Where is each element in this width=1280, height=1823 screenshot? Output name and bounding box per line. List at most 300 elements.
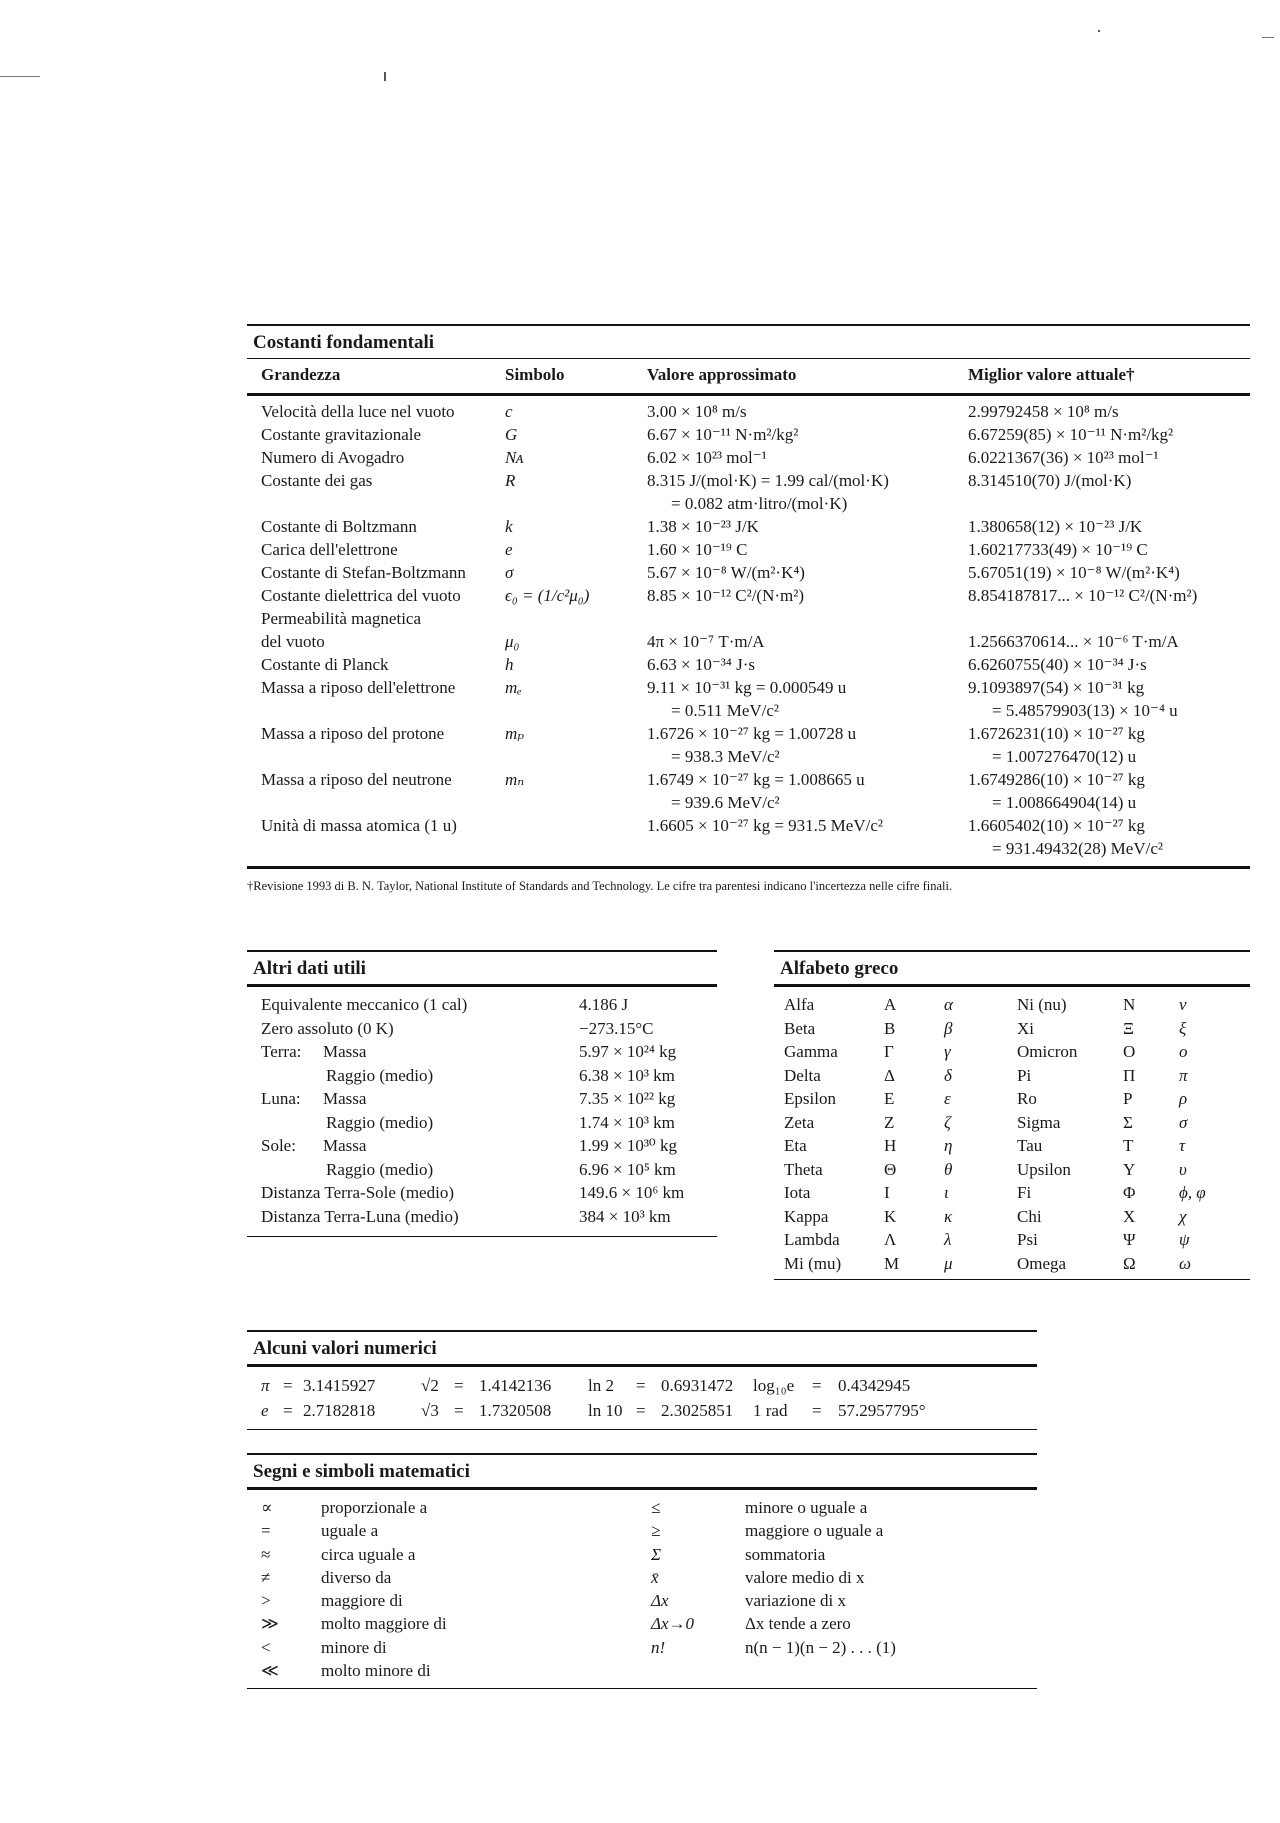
numeric-cell: = (454, 1401, 464, 1420)
greek-lower: δ (944, 1065, 952, 1085)
constant-name: Costante di Planck (261, 655, 389, 674)
greek-upper: E (884, 1089, 895, 1108)
altri-label (261, 1158, 579, 1182)
numeric-cell: = (636, 1376, 646, 1395)
greek-lower: θ (944, 1159, 953, 1179)
constant-best: 8.314510(70) J/(mol·K) (968, 471, 1132, 490)
greek-name: Ro (1017, 1089, 1037, 1108)
symbol-glyph: ≫ (261, 1614, 279, 1634)
greek-name: Psi (1017, 1230, 1038, 1249)
greek-upper: X (1123, 1206, 1136, 1226)
constant-symbol: mₑ (505, 678, 522, 697)
constant-symbol: R (505, 471, 516, 490)
constant-row (247, 814, 1250, 837)
numeric-cell: = (283, 1376, 293, 1395)
altri-section (247, 950, 717, 1237)
constant-name (261, 745, 505, 768)
greek-upper: Γ (884, 1042, 894, 1061)
constant-row (247, 492, 1250, 515)
constant-name: Unità di massa atomica (1 u) (261, 816, 457, 835)
altri-body-name: Terra: (261, 1042, 302, 1061)
constant-row (247, 676, 1250, 699)
greek-name: Gamma (784, 1042, 838, 1061)
numeric-cell: √3 (421, 1401, 439, 1420)
constant-row (247, 791, 1250, 814)
numeric-cell: 57.2957795° (838, 1401, 926, 1420)
altri-value: 1.74 × 10³ km (579, 1112, 675, 1132)
greek-upper: M (884, 1253, 900, 1273)
constant-row (247, 561, 1250, 584)
symbol-meaning: maggiore di (321, 1591, 403, 1611)
greek-name: Omicron (1017, 1042, 1078, 1061)
symbol-meaning: uguale a (321, 1521, 379, 1541)
constants-body (247, 396, 1250, 866)
greek-lower: χ (1179, 1206, 1187, 1226)
greek-upper: Z (884, 1112, 895, 1132)
greek-lower: υ (1179, 1159, 1187, 1179)
constant-symbol (505, 492, 647, 515)
constant-row (247, 699, 1250, 722)
constant-approx: 9.11 × 10⁻³¹ kg = 0.000549 u (647, 678, 847, 697)
altri-quantity: Raggio (medio) (326, 1112, 434, 1132)
header-symbol: Simbolo (505, 365, 565, 384)
greek-name: Tau (1017, 1136, 1043, 1155)
constant-row (247, 469, 1250, 492)
constant-approx: 1.60 × 10⁻¹⁹ C (647, 540, 748, 559)
constant-symbol: Nᴀ (505, 448, 524, 467)
greek-lower: ρ (1179, 1089, 1188, 1108)
altri-row (247, 1111, 717, 1135)
constant-approx: 1.6605 × 10⁻²⁷ kg = 931.5 MeV/c² (647, 816, 883, 835)
greek-upper: H (884, 1136, 897, 1155)
greek-name: Delta (784, 1065, 821, 1085)
constants-title: Costanti fondamentali (253, 332, 435, 353)
numeric-row (247, 1398, 1037, 1423)
constant-best: 1.2566370614... × 10⁻⁶ T·m/A (968, 632, 1179, 651)
symbol-row (247, 1496, 1037, 1519)
greek-name: Pi (1017, 1065, 1032, 1085)
constant-row (247, 745, 1250, 768)
constant-symbol: mₚ (505, 724, 525, 743)
constant-best: = 1.008664904(14) u (992, 793, 1137, 812)
altri-quantity: Massa (323, 1136, 367, 1155)
greek-upper: Π (1123, 1065, 1136, 1085)
numeric-cell: = (636, 1401, 646, 1420)
greek-name: Beta (784, 1018, 816, 1038)
constant-symbol (505, 837, 647, 860)
constant-row (247, 584, 1250, 607)
header-quantity: Grandezza (261, 365, 341, 384)
symbol-row (247, 1543, 1037, 1566)
constant-approx: 8.315 J/(mol·K) = 1.99 cal/(mol·K) (647, 471, 889, 490)
greek-name: Fi (1017, 1183, 1032, 1202)
greek-row (774, 1228, 1250, 1252)
constant-name: Carica dell'elettrone (261, 540, 398, 559)
constant-approx: 5.67 × 10⁻⁸ W/(m²·K⁴) (647, 563, 805, 582)
symbol-glyph: ≈ (261, 1544, 271, 1564)
constant-name: Velocità della luce nel vuoto (261, 402, 455, 421)
greek-name: Kappa (784, 1206, 829, 1226)
constant-symbol: e (505, 540, 513, 559)
altri-value: 384 × 10³ km (579, 1206, 671, 1226)
constant-row (247, 446, 1250, 469)
constant-approx: = 938.3 MeV/c² (671, 747, 780, 766)
greek-row (774, 1087, 1250, 1111)
numeric-cell: √2 (421, 1376, 439, 1395)
constant-best: 5.67051(19) × 10⁻⁸ W/(m²·K⁴) (968, 563, 1180, 582)
constant-approx (647, 837, 968, 860)
constant-approx: 8.85 × 10⁻¹² C²/(N·m²) (647, 586, 804, 605)
numeric-cell: = (454, 1376, 464, 1395)
constant-symbol: G (505, 425, 518, 444)
symbol-meaning (745, 1659, 1037, 1682)
symbol-glyph: > (261, 1591, 271, 1611)
altri-label (261, 1205, 579, 1229)
greek-lower: ω (1179, 1253, 1192, 1273)
altri-value: 6.38 × 10³ km (579, 1065, 675, 1085)
constant-best: 1.380658(12) × 10⁻²³ J/K (968, 517, 1143, 536)
constant-symbol (505, 791, 647, 814)
greek-name: Omega (1017, 1253, 1067, 1273)
greek-row (774, 1252, 1250, 1276)
greek-upper: Λ (884, 1230, 897, 1249)
constant-symbol (505, 745, 647, 768)
constant-best: 1.60217733(49) × 10⁻¹⁹ C (968, 540, 1148, 559)
greek-upper: Ξ (1123, 1018, 1134, 1038)
symbol-row (247, 1566, 1037, 1589)
header-best-value: Miglior valore attuale† (968, 365, 1135, 384)
constant-best: 6.67259(85) × 10⁻¹¹ N·m²/kg² (968, 425, 1174, 444)
constant-approx: = 0.082 atm·litro/(mol·K) (671, 494, 848, 513)
altri-quantity: Distanza Terra-Sole (medio) (261, 1183, 454, 1202)
numeric-cell: e (261, 1401, 269, 1420)
altri-quantity: Equivalente meccanico (1 cal) (261, 995, 468, 1014)
greek-name: Upsilon (1017, 1159, 1071, 1179)
symbol-glyph (651, 1659, 745, 1682)
greek-row (774, 1181, 1250, 1205)
symbol-row (247, 1659, 1037, 1682)
header-approx-value: Valore approssimato (647, 365, 797, 384)
constant-row (247, 653, 1250, 676)
greek-title: Alfabeto greco (780, 958, 899, 979)
symbol-meaning: n(n − 1)(n − 2) . . . (1) (745, 1637, 896, 1657)
constant-name: Numero di Avogadro (261, 448, 405, 467)
greek-lower: β (944, 1018, 953, 1038)
greek-name: Iota (784, 1183, 811, 1202)
altri-label (261, 1087, 579, 1111)
greek-name: Lambda (784, 1230, 840, 1249)
greek-row (774, 1111, 1250, 1135)
numeric-cell: 3.1415927 (303, 1376, 376, 1395)
constant-symbol: σ (505, 563, 514, 582)
altri-value: 6.96 × 10⁵ km (579, 1159, 676, 1179)
altri-quantity: Distanza Terra-Luna (medio) (261, 1206, 459, 1226)
greek-upper: I (884, 1183, 890, 1202)
greek-lower: κ (944, 1206, 953, 1226)
altri-label (261, 1017, 579, 1041)
constant-approx: 4π × 10⁻⁷ T·m/A (647, 632, 765, 651)
constant-symbol: h (505, 655, 514, 674)
constant-approx: 1.38 × 10⁻²³ J/K (647, 517, 759, 536)
symbol-glyph: Δx (651, 1591, 669, 1611)
numerici-section (247, 1330, 1037, 1430)
altri-value: 7.35 × 10²² kg (579, 1089, 676, 1108)
greek-lower: o (1179, 1042, 1188, 1061)
symbol-meaning: diverso da (321, 1567, 392, 1587)
greek-lower: ξ (1179, 1018, 1187, 1038)
altri-value: 1.99 × 10³⁰ kg (579, 1136, 677, 1155)
constant-best: = 5.48579903(13) × 10⁻⁴ u (992, 701, 1178, 720)
greek-row (774, 1205, 1250, 1229)
greek-upper: Υ (1123, 1159, 1136, 1179)
altri-row (247, 1040, 717, 1064)
greek-row (774, 1064, 1250, 1088)
altri-row (247, 1087, 717, 1111)
constant-name: Costante di Stefan-Boltzmann (261, 563, 466, 582)
greek-lower: γ (944, 1042, 951, 1061)
scan-speck (384, 72, 386, 81)
greek-row (774, 1040, 1250, 1064)
greek-upper: B (884, 1018, 896, 1038)
constant-row (247, 423, 1250, 446)
greek-upper: T (1123, 1136, 1134, 1155)
constant-row (247, 768, 1250, 791)
altri-quantity: Raggio (medio) (326, 1159, 434, 1179)
constant-best: 1.6726231(10) × 10⁻²⁷ kg (968, 724, 1145, 743)
constant-name: Massa a riposo dell'elettrone (261, 678, 456, 697)
symbol-glyph: ∝ (261, 1498, 273, 1517)
greek-lower: ε (944, 1089, 951, 1108)
altri-label (261, 1134, 579, 1158)
altri-value: 5.97 × 10²⁴ kg (579, 1042, 677, 1061)
altri-label (261, 993, 579, 1017)
greek-name: Chi (1017, 1206, 1042, 1226)
greek-upper: Σ (1123, 1112, 1133, 1132)
scan-speck (1262, 37, 1274, 38)
greek-row (774, 1158, 1250, 1182)
constant-approx: = 0.511 MeV/c² (671, 701, 780, 720)
constant-best (968, 607, 1250, 630)
constant-symbol (505, 814, 647, 837)
constants-header (247, 359, 1250, 393)
numeric-cell: ln 10 (588, 1401, 623, 1420)
constant-symbol (505, 607, 647, 630)
symbol-meaning: proporzionale a (321, 1498, 428, 1517)
greek-lower: α (944, 995, 953, 1014)
simboli-section (247, 1453, 1037, 1689)
constant-row (247, 630, 1250, 653)
numeric-cell: = (812, 1376, 822, 1395)
greek-upper: N (1123, 995, 1136, 1014)
constant-name (261, 699, 505, 722)
symbol-glyph: < (261, 1637, 271, 1657)
greek-name: Epsilon (784, 1089, 836, 1108)
greek-name: Ni (nu) (1017, 995, 1067, 1014)
numeric-cell: 1.4142136 (479, 1376, 552, 1395)
symbol-glyph: ≤ (651, 1498, 661, 1517)
constant-approx (647, 607, 968, 630)
symbol-glyph: n! (651, 1637, 666, 1657)
greek-name: Xi (1017, 1018, 1034, 1038)
constant-name: Permeabilità magnetica (261, 609, 422, 628)
altri-row (247, 1205, 717, 1229)
constant-name: Costante dielettrica del vuoto (261, 586, 461, 605)
constant-name: Massa a riposo del neutrone (261, 770, 452, 789)
altri-label (261, 1040, 579, 1064)
simboli-title: Segni e simboli matematici (253, 1461, 470, 1482)
greek-name: Eta (784, 1136, 807, 1155)
symbol-meaning: molto maggiore di (321, 1614, 447, 1634)
greek-lower: ν (1179, 995, 1187, 1014)
altri-row (247, 1017, 717, 1041)
constant-best: 1.6605402(10) × 10⁻²⁷ kg (968, 816, 1145, 835)
greek-lower: ψ (1179, 1230, 1190, 1249)
constant-approx: 1.6749 × 10⁻²⁷ kg = 1.008665 u (647, 770, 865, 789)
numeric-cell: π (261, 1376, 270, 1395)
constant-approx: 6.67 × 10⁻¹¹ N·m²/kg² (647, 425, 799, 444)
symbol-meaning: variazione di x (745, 1591, 847, 1611)
greek-lower: ι (944, 1183, 949, 1202)
constant-approx: 1.6726 × 10⁻²⁷ kg = 1.00728 u (647, 724, 857, 743)
constant-symbol: ϵ₀ = (1/c²μ₀) (505, 586, 590, 605)
greek-lower: π (1179, 1065, 1188, 1085)
symbol-row (247, 1589, 1037, 1612)
constant-best: 6.0221367(36) × 10²³ mol⁻¹ (968, 448, 1159, 467)
greek-upper: O (1123, 1042, 1136, 1061)
greek-upper: A (884, 995, 897, 1014)
altri-value: 149.6 × 10⁶ km (579, 1183, 685, 1202)
constant-best (968, 492, 1250, 515)
symbol-glyph: Δx→0 (651, 1614, 695, 1634)
numeric-cell: = (812, 1401, 822, 1420)
numeric-cell: 1 rad (753, 1401, 788, 1420)
constant-row (247, 515, 1250, 538)
constant-best: = 1.007276470(12) u (992, 747, 1137, 766)
constant-approx: 6.02 × 10²³ mol⁻¹ (647, 448, 767, 467)
numeric-cell: 2.3025851 (661, 1401, 734, 1420)
greek-upper: Δ (884, 1065, 895, 1085)
greek-upper: Ω (1123, 1253, 1136, 1273)
symbol-meaning: Δx tende a zero (745, 1614, 851, 1634)
altri-row (247, 1181, 717, 1205)
altri-title: Altri dati utili (253, 958, 366, 979)
constant-symbol: c (505, 402, 513, 421)
constant-name: del vuoto (261, 632, 325, 651)
altri-body-name: Sole: (261, 1136, 296, 1155)
greek-name: Theta (784, 1159, 823, 1179)
constant-symbol: μ₀ (505, 632, 520, 651)
greek-upper: Φ (1123, 1183, 1136, 1202)
greek-lower: μ (944, 1253, 953, 1273)
greek-upper: K (884, 1206, 897, 1226)
constant-row (247, 837, 1250, 860)
constant-best: 6.6260755(40) × 10⁻³⁴ J·s (968, 655, 1147, 674)
constant-symbol: k (505, 517, 513, 536)
altri-label (261, 1111, 579, 1135)
constant-name: Costante gravitazionale (261, 425, 422, 444)
symbol-meaning: molto minore di (321, 1661, 431, 1681)
numeric-cell: ln 2 (588, 1376, 614, 1395)
constant-approx: 6.63 × 10⁻³⁴ J·s (647, 655, 755, 674)
constant-approx: = 939.6 MeV/c² (671, 793, 780, 812)
symbol-meaning: sommatoria (745, 1544, 826, 1564)
altri-row (247, 1158, 717, 1182)
greek-upper: Ψ (1123, 1230, 1136, 1249)
symbol-row (247, 1519, 1037, 1542)
constant-symbol (505, 699, 647, 722)
symbol-glyph: ≥ (651, 1521, 661, 1541)
greek-lower: λ (944, 1230, 952, 1249)
greek-name: Zeta (784, 1112, 815, 1132)
altri-row (247, 1064, 717, 1088)
symbol-meaning: minore o uguale a (745, 1498, 868, 1517)
greek-lower: τ (1179, 1136, 1186, 1155)
constant-name (261, 837, 505, 860)
altri-quantity: Massa (323, 1042, 367, 1061)
symbol-glyph: ≠ (261, 1567, 271, 1587)
constant-best: 1.6749286(10) × 10⁻²⁷ kg (968, 770, 1145, 789)
greek-section (774, 950, 1250, 1280)
constants-section (247, 324, 1250, 894)
constant-row (247, 400, 1250, 423)
symbol-meaning: maggiore o uguale a (745, 1521, 884, 1541)
greek-body (774, 993, 1250, 1275)
constant-best: 9.1093897(54) × 10⁻³¹ kg (968, 678, 1145, 697)
greek-name: Sigma (1017, 1112, 1061, 1132)
altri-quantity: Zero assoluto (0 K) (261, 1018, 394, 1038)
constants-footnote: †Revisione 1993 di B. N. Taylor, National Institute of Standards and Technology. Le cifre tra parentesi indicano l'incertezza nelle cifre finali. (247, 879, 953, 893)
simboli-body (247, 1496, 1037, 1682)
constant-symbol: mₙ (505, 770, 525, 789)
altri-row (247, 1134, 717, 1158)
greek-upper: Θ (884, 1159, 897, 1179)
symbol-row (247, 1612, 1037, 1635)
constant-name: Costante dei gas (261, 471, 373, 490)
greek-name: Mi (mu) (784, 1253, 842, 1273)
numeric-cell: log₁₀e (753, 1376, 795, 1395)
numeric-row (247, 1373, 1037, 1398)
numeric-cell: = (283, 1401, 293, 1420)
altri-value: −273.15°C (579, 1018, 654, 1038)
altri-row (247, 993, 717, 1017)
symbol-meaning: circa uguale a (321, 1544, 416, 1564)
greek-lower: η (944, 1136, 953, 1155)
altri-quantity: Massa (323, 1089, 367, 1108)
numerici-title: Alcuni valori numerici (253, 1338, 437, 1359)
greek-row (774, 993, 1250, 1017)
symbol-glyph: ≪ (261, 1661, 279, 1681)
constant-row (247, 722, 1250, 745)
symbol-glyph: x̄ (651, 1567, 659, 1587)
constant-best: = 931.49432(28) MeV/c² (992, 839, 1163, 858)
constant-best: 2.99792458 × 10⁸ m/s (968, 402, 1119, 421)
symbol-glyph: Σ (651, 1544, 662, 1564)
scan-speck (0, 76, 40, 77)
constant-best: 8.854187817... × 10⁻¹² C²/(N·m²) (968, 586, 1198, 605)
greek-row (774, 1134, 1250, 1158)
numeric-cell: 0.6931472 (661, 1376, 734, 1395)
numeric-cell: 0.4342945 (838, 1376, 911, 1395)
constant-approx: 3.00 × 10⁸ m/s (647, 402, 747, 421)
greek-lower: ϕ, φ (1179, 1183, 1206, 1202)
symbol-glyph: = (261, 1521, 271, 1541)
symbol-row (247, 1636, 1037, 1659)
greek-row (774, 1017, 1250, 1041)
greek-name: Alfa (784, 995, 815, 1014)
greek-lower: ζ (944, 1112, 951, 1132)
numeric-cell: 1.7320508 (479, 1401, 552, 1420)
numeric-cell: 2.7182818 (303, 1401, 376, 1420)
